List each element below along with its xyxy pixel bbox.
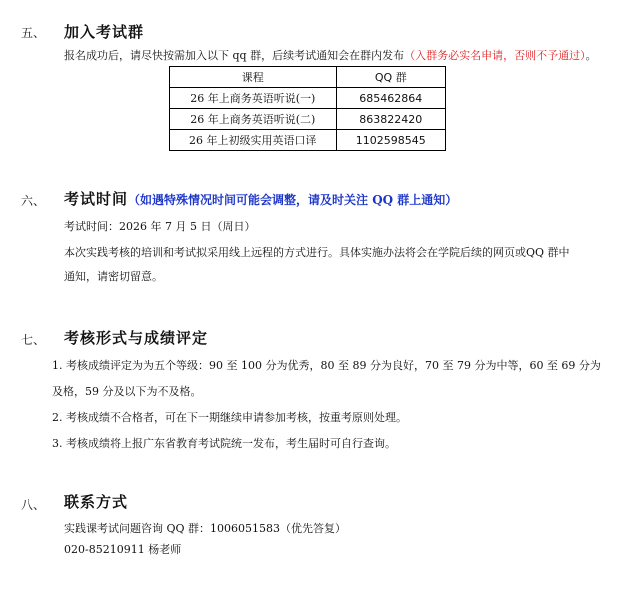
section-5-intro xyxy=(64,49,597,63)
header-qq: QQ 群 xyxy=(336,67,445,88)
contact-phone: 020-85210911 杨老师 xyxy=(64,543,182,556)
table-header-row xyxy=(170,67,446,88)
section-8-title: 联系方式 xyxy=(64,493,129,511)
course-cell: 26 年上商务英语听说(一) xyxy=(170,88,337,109)
section-8-number: 八、 xyxy=(21,498,46,512)
section-6-para-line1: 本次实践考核的培训和考试拟采用线上远程的方式进行。具体实施办法将会在学院后续的网页或QQ 群中 xyxy=(64,246,570,259)
table-row xyxy=(170,88,446,109)
qq-cell[interactable]: 863822420 xyxy=(336,109,445,130)
course-cell: 26 年上初级实用英语口译 xyxy=(170,130,337,151)
contact-qq: 实践课考试问题咨询 QQ 群：1006051583（优先答复） xyxy=(64,522,347,535)
table-row xyxy=(170,109,446,130)
section-5-number: 五、 xyxy=(21,26,46,40)
section-7-title: 考核形式与成绩评定 xyxy=(64,329,209,347)
qq-cell[interactable]: 685462864 xyxy=(336,88,445,109)
course-cell: 26 年上商务英语听说(二) xyxy=(170,109,337,130)
intro-end: 。 xyxy=(585,49,597,62)
table-row xyxy=(170,130,446,151)
section-6-title-line xyxy=(64,188,457,209)
exam-date: 考试时间：2026 年 7 月 5 日（周日） xyxy=(64,220,256,233)
section-5-title: 加入考试群 xyxy=(64,23,145,41)
qq-group-table xyxy=(169,66,446,151)
section-7-number: 七、 xyxy=(21,333,46,347)
grading-item-3: 3. 考核成绩将上报广东省教育考试院统一发布，考生届时可自行查询。 xyxy=(52,437,396,450)
section-6-title: 考试时间 xyxy=(64,190,129,208)
intro-text: 报名成功后，请尽快按需加入以下 qq 群，后续考试通知会在群内发布 xyxy=(64,49,405,62)
grading-item-2: 2. 考核成绩不合格者，可在下一期继续申请参加考核，按重考原则处理。 xyxy=(52,411,407,424)
grading-item-1-line2: 及格，59 分及以下为不及格。 xyxy=(52,385,202,398)
real-name-note: （入群务必实名申请，否则不予通过） xyxy=(404,49,586,62)
header-course: 课程 xyxy=(170,67,337,88)
section-6-para-line2: 通知，请密切留意。 xyxy=(64,270,163,283)
section-6-subtitle: （如遇特殊情况时间可能会调整，请及时关注 QQ 群上通知） xyxy=(128,193,458,207)
qq-cell[interactable]: 1102598545 xyxy=(336,130,445,151)
grading-item-1-line1: 1. 考核成绩评定为为五个等级：90 至 100 分为优秀，80 至 89 分为良好，70 至 79 分为中等，60 至 69 分为 xyxy=(52,359,601,372)
section-6-number: 六、 xyxy=(21,194,46,208)
